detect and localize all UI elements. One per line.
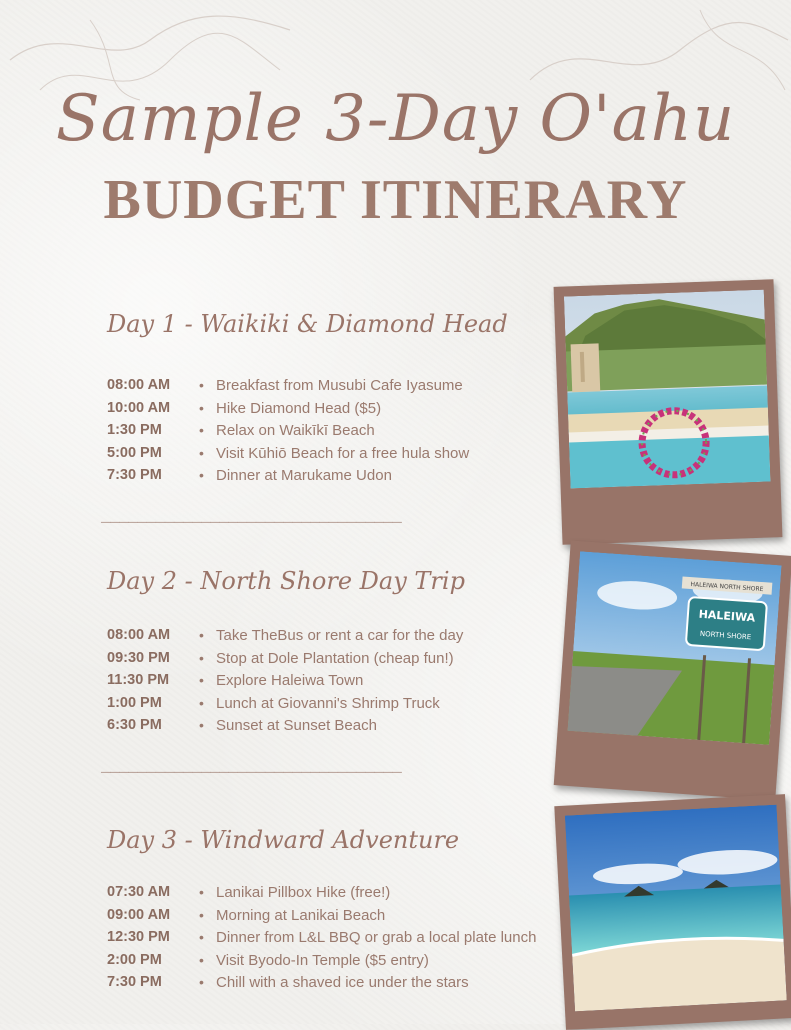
schedule-row — [107, 672, 463, 695]
photo-frame-diamond-head — [554, 279, 783, 545]
bullet: • — [199, 444, 204, 461]
haleiwa-photo — [568, 551, 782, 745]
activity: Relax on Waikīkī Beach — [216, 422, 375, 439]
bullet: • — [199, 717, 204, 733]
section-divider: _________________________________ — [101, 508, 402, 526]
activity: Explore Haleiwa Town — [216, 672, 364, 689]
time: 08:00 AM — [107, 377, 171, 393]
time: 1:30 PM — [107, 422, 162, 438]
time: 7:30 PM — [107, 467, 162, 483]
schedule-row — [107, 400, 469, 423]
bullet: • — [199, 627, 204, 643]
photo-frame-haleiwa — [554, 541, 791, 801]
schedule-row — [107, 717, 463, 740]
photo-frame-lanikai — [554, 794, 791, 1030]
bullet: • — [199, 377, 204, 393]
time: 6:30 PM — [107, 717, 162, 733]
schedule-row — [107, 952, 536, 975]
schedule-row — [107, 974, 536, 997]
bullet: • — [199, 399, 204, 416]
day-3-heading: Day 3 - Windward Adventure — [107, 826, 460, 854]
title-caps: BUDGET ITINERARY — [103, 169, 688, 231]
time: 10:00 AM — [107, 399, 171, 416]
bullet: • — [199, 672, 204, 688]
diamond-head-photo — [564, 290, 771, 489]
schedule-row — [107, 695, 463, 718]
schedule-row — [107, 445, 469, 468]
schedule-row — [107, 627, 463, 650]
schedule-row — [107, 467, 469, 490]
activity: Stop at Dole Plantation (cheap fun!) — [216, 649, 454, 667]
time: 5:00 PM — [107, 444, 162, 461]
schedule-row — [107, 650, 463, 673]
lanikai-beach-illustration — [565, 805, 787, 1012]
activity: Visit Byodo-In Temple ($5 entry) — [216, 951, 429, 969]
time: 07:30 AM — [107, 884, 171, 900]
activity: Chill with a shaved ice under the stars — [216, 974, 469, 991]
activity: Breakfast from Musubi Cafe Iyasume — [216, 377, 463, 394]
title-script: Sample 3-Day O'ahu — [55, 82, 736, 156]
haleiwa-sign-illustration — [568, 551, 782, 745]
schedule-row — [107, 422, 469, 445]
bullet: • — [199, 422, 204, 438]
day-3-schedule — [107, 884, 536, 997]
time: 12:30 PM — [107, 929, 170, 945]
bullet: • — [199, 467, 204, 483]
time: 2:00 PM — [107, 951, 162, 968]
bullet: • — [199, 649, 204, 666]
schedule-row — [107, 884, 536, 907]
time: 08:00 AM — [107, 627, 171, 643]
bullet: • — [199, 884, 204, 900]
bullet: • — [199, 906, 204, 923]
day-2-schedule — [107, 627, 463, 740]
activity: Visit Kūhiō Beach for a free hula show — [216, 444, 470, 462]
time: 11:30 PM — [107, 672, 170, 688]
diamond-head-illustration — [564, 290, 771, 489]
activity: Lunch at Giovanni's Shrimp Truck — [216, 694, 440, 712]
schedule-row — [107, 907, 536, 930]
time: 1:00 PM — [107, 694, 162, 711]
bullet: • — [199, 974, 204, 990]
day-2-heading: Day 2 - North Shore Day Trip — [107, 567, 465, 595]
time: 09:00 AM — [107, 906, 171, 923]
activity: Dinner at Marukame Udon — [216, 467, 392, 484]
bullet: • — [199, 951, 204, 968]
activity: Dinner from L&L BBQ or grab a local plate lunch — [216, 929, 537, 946]
time: 09:30 PM — [107, 649, 170, 666]
activity: Take TheBus or rent a car for the day — [216, 627, 464, 644]
arrow-sign-text: HALEIWA NORTH SHORE — [690, 581, 764, 594]
activity: Sunset at Sunset Beach — [216, 717, 377, 734]
day-1-schedule — [107, 377, 469, 490]
sign-text-top: HALEIWA — [698, 607, 756, 625]
time: 7:30 PM — [107, 974, 162, 990]
section-divider: _________________________________ — [101, 758, 402, 776]
sign-text-bottom: NORTH SHORE — [699, 629, 752, 642]
bullet: • — [199, 929, 204, 945]
activity: Hike Diamond Head ($5) — [216, 399, 382, 417]
schedule-row — [107, 929, 536, 952]
activity: Lanikai Pillbox Hike (free!) — [216, 884, 391, 901]
lanikai-photo — [565, 805, 787, 1012]
activity: Morning at Lanikai Beach — [216, 906, 386, 924]
day-1-heading: Day 1 - Waikiki & Diamond Head — [107, 310, 508, 338]
bullet: • — [199, 694, 204, 711]
schedule-row — [107, 377, 469, 400]
